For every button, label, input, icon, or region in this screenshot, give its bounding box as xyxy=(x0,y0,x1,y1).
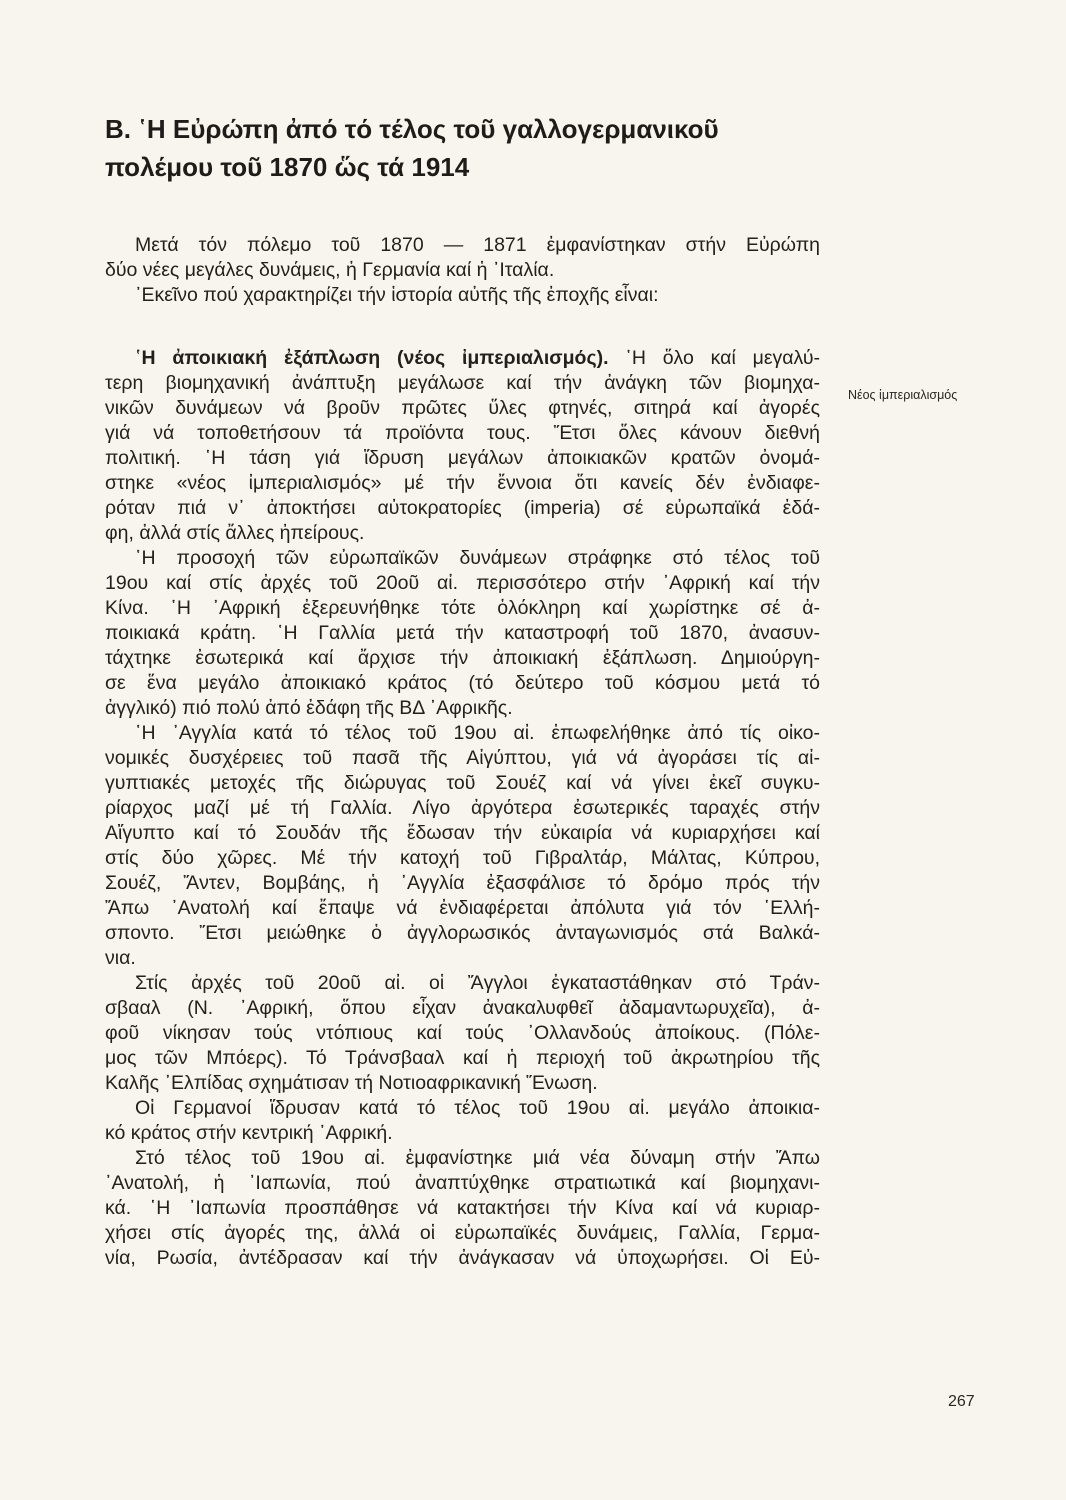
paragraph xyxy=(105,233,820,283)
text-line: Στό τέλος τοῦ 19ου αἰ. ἐμφανίστηκε μιά νέα δύναμη στήν Ἄπω xyxy=(135,1147,820,1169)
text-line: Καλῆς ᾿Ελπίδας σχημάτισαν τή Νοτιοαφρικανική Ἕνωση. xyxy=(105,1072,598,1094)
text-line: Στίς ἀρχές τοῦ 20οῦ αἰ. οἱ Ἄγγλοι ἐγκαταστάθηκαν στό Τράν- xyxy=(135,972,820,994)
text-line: πολιτική. ῾Η τάση γιά ἵδρυση μεγάλων ἀποικιακῶν κρατῶν ὀνομά- xyxy=(105,447,820,469)
text-line: φη, ἀλλά στίς ἄλλες ἠπείρους. xyxy=(105,522,365,544)
text-line: ᾿Εκεῖνο πού χαρακτηρίζει τήν ἱστορία αὐτῆς τῆς ἐποχῆς εἶναι: xyxy=(135,284,659,306)
text-line: ρόταν πιά ν᾿ ἀποκτήσει αὐτοκρατορίες (imperia) σέ εὐρωπαϊκά ἐδά- xyxy=(105,497,820,519)
text-line: μος τῶν Μπόερς). Τό Τράνσβααλ καί ἡ περιοχή τοῦ ἀκρωτηρίου τῆς xyxy=(105,1047,820,1069)
text-line: γυπτιακές μετοχές τῆς διώρυγας τοῦ Σουέζ καί νά γίνει ἐκεῖ συγκυ- xyxy=(105,772,820,794)
text-line: Σουέζ, Ἄντεν, Βομβάης, ἡ ᾿Αγγλία ἐξασφάλισε τό δρόμο πρός τήν xyxy=(105,872,820,894)
text-line: Ἄπω ᾿Ανατολή καί ἔπαψε νά ἐνδιαφέρεται ἀπόλυτα γιά τόν ῾Ελλή- xyxy=(105,897,820,919)
text-line: γιά νά τοποθετήσουν τά προϊόντα τους. Ἔτσι ὅλες κάνουν διεθνή xyxy=(105,422,820,444)
text-line-content: ῾Η ὅλο καί μεγαλύ- xyxy=(608,347,820,369)
text-line: Οἱ Γερμανοί ἵδρυσαν κατά τό τέλος τοῦ 19ου αἰ. μεγάλο ἀποικια- xyxy=(135,1097,820,1119)
paragraph xyxy=(105,346,820,546)
page-number: 267 xyxy=(948,1393,975,1410)
paragraph xyxy=(105,283,820,308)
paragraph xyxy=(105,546,820,721)
text-line: νικῶν δυνάμεων νά βροῦν πρῶτες ὕλες φτηνές, σιτηρά καί ἀγορές xyxy=(105,397,820,419)
text-line: δύο νέες μεγάλες δυνάμεις, ἡ Γερμανία καί ἡ ᾿Ιταλία. xyxy=(105,259,555,281)
text-line: στηκε «νέος ἰμπεριαλισμός» μέ τήν ἔννοια ὅτι κανείς δέν ἐνδιαφε- xyxy=(105,472,820,494)
section-title-line-2: πολέμου τοῦ 1870 ὥς τά 1914 xyxy=(105,152,470,182)
paragraph xyxy=(105,1096,820,1146)
text-line: τερη βιομηχανική ἀνάπτυξη μεγάλωσε καί τήν ἀνάγκη τῶν βιομηχα- xyxy=(105,372,820,394)
margin-note: Νέος ἰμπεριαλισμός xyxy=(848,388,958,402)
text-line: σποντο. Ἔτσι μειώθηκε ὁ ἀγγλορωσικός ἀνταγωνισμός στά Βαλκά- xyxy=(105,922,820,944)
text-line: 19ου καί στίς ἀρχές τοῦ 20οῦ αἰ. περισσότερο στήν ᾿Αφρική καί τήν xyxy=(105,572,820,594)
text-line: Αἴγυπτο καί τό Σουδάν τῆς ἔδωσαν τήν εὐκαιρία νά κυριαρχήσει καί xyxy=(105,822,820,844)
text-line: στίς δύο χῶρες. Μέ τήν κατοχή τοῦ Γιβραλτάρ, Μάλτας, Κύπρου, xyxy=(105,847,820,869)
text-line xyxy=(105,346,820,371)
paragraph xyxy=(105,971,820,1096)
paragraph xyxy=(105,1146,820,1271)
text-line: ρίαρχος μαζί μέ τή Γαλλία. Λίγο ἀργότερα ἐσωτερικές ταραχές στήν xyxy=(105,797,820,819)
text-line: ῾Η ᾿Αγγλία κατά τό τέλος τοῦ 19ου αἰ. ἐπωφελήθηκε ἀπό τίς οἰκο- xyxy=(135,722,820,744)
text-line: ᾿Ανατολή, ἡ ᾿Ιαπωνία, πού ἀναπτύχθηκε στρατιωτικά καί βιομηχανι- xyxy=(105,1172,820,1194)
text-line: κό κράτος στήν κεντρική ᾿Αφρική. xyxy=(105,1122,393,1144)
text-line: σε ἕνα μεγάλο ἀποικιακό κράτος (τό δεύτερο τοῦ κόσμου μετά τό xyxy=(105,672,820,694)
text-line: φοῦ νίκησαν τούς ντόπιους καί τούς ᾿Ολλανδούς ἀποίκους. (Πόλε- xyxy=(105,1022,820,1044)
text-line: χήσει στίς ἀγορές της, ἀλλά οἱ εὐρωπαϊκές δυνάμεις, Γαλλία, Γερμα- xyxy=(105,1222,820,1244)
section-title xyxy=(105,110,719,186)
text-line: σβααλ (Ν. ᾿Αφρική, ὅπου εἶχαν ἀνακαλυφθεῖ ἀδαμαντωρυχεῖα), ἀ- xyxy=(105,997,820,1019)
text-line: ποικιακά κράτη. ῾Η Γαλλία μετά τήν καταστροφή τοῦ 1870, ἀνασυν- xyxy=(105,622,820,644)
text-line: κά. ῾Η ᾿Ιαπωνία προσπάθησε νά κατακτήσει τήν Κίνα καί νά κυριαρ- xyxy=(105,1197,820,1219)
paragraph xyxy=(105,721,820,971)
text-line: νία, Ρωσία, ἀντέδρασαν καί τήν ἀνάγκασαν νά ὑποχωρήσει. Οἱ Εὐ- xyxy=(105,1247,820,1269)
text-line: Μετά τόν πόλεμο τοῦ 1870 — 1871 ἐμφανίστηκαν στήν Εὐρώπη xyxy=(135,234,820,256)
text-line: νομικές δυσχέρειες τοῦ πασᾶ τῆς Αἰγύπτου, γιά νά ἀγοράσει τίς αἰ- xyxy=(105,747,820,769)
paragraph-heading: ῾Η ἀποικιακή ἐξάπλωση (νέος ἰμπεριαλισμός). xyxy=(135,347,609,369)
text-line: ἀγγλικό) πιό πολύ ἀπό ἐδάφη τῆς ΒΔ ᾿Αφρικῆς. xyxy=(105,697,513,719)
text-line: νια. xyxy=(105,947,136,969)
text-line: Κίνα. ῾Η ᾿Αφρική ἐξερευνήθηκε τότε ὁλόκληρη καί χωρίστηκε σέ ἀ- xyxy=(105,597,820,619)
text-line: ῾Η προσοχή τῶν εὐρωπαϊκῶν δυνάμεων στράφηκε στό τέλος τοῦ xyxy=(135,547,820,569)
section-title-line-1: B. ῾Η Εὐρώπη ἀπό τό τέλος τοῦ γαλλογερμανικοῦ xyxy=(105,114,719,144)
text-line: τάχτηκε ἐσωτερικά καί ἄρχισε τήν ἀποικιακή ἐξάπλωση. Δημιούργη- xyxy=(105,647,820,669)
body-text xyxy=(105,233,820,1271)
